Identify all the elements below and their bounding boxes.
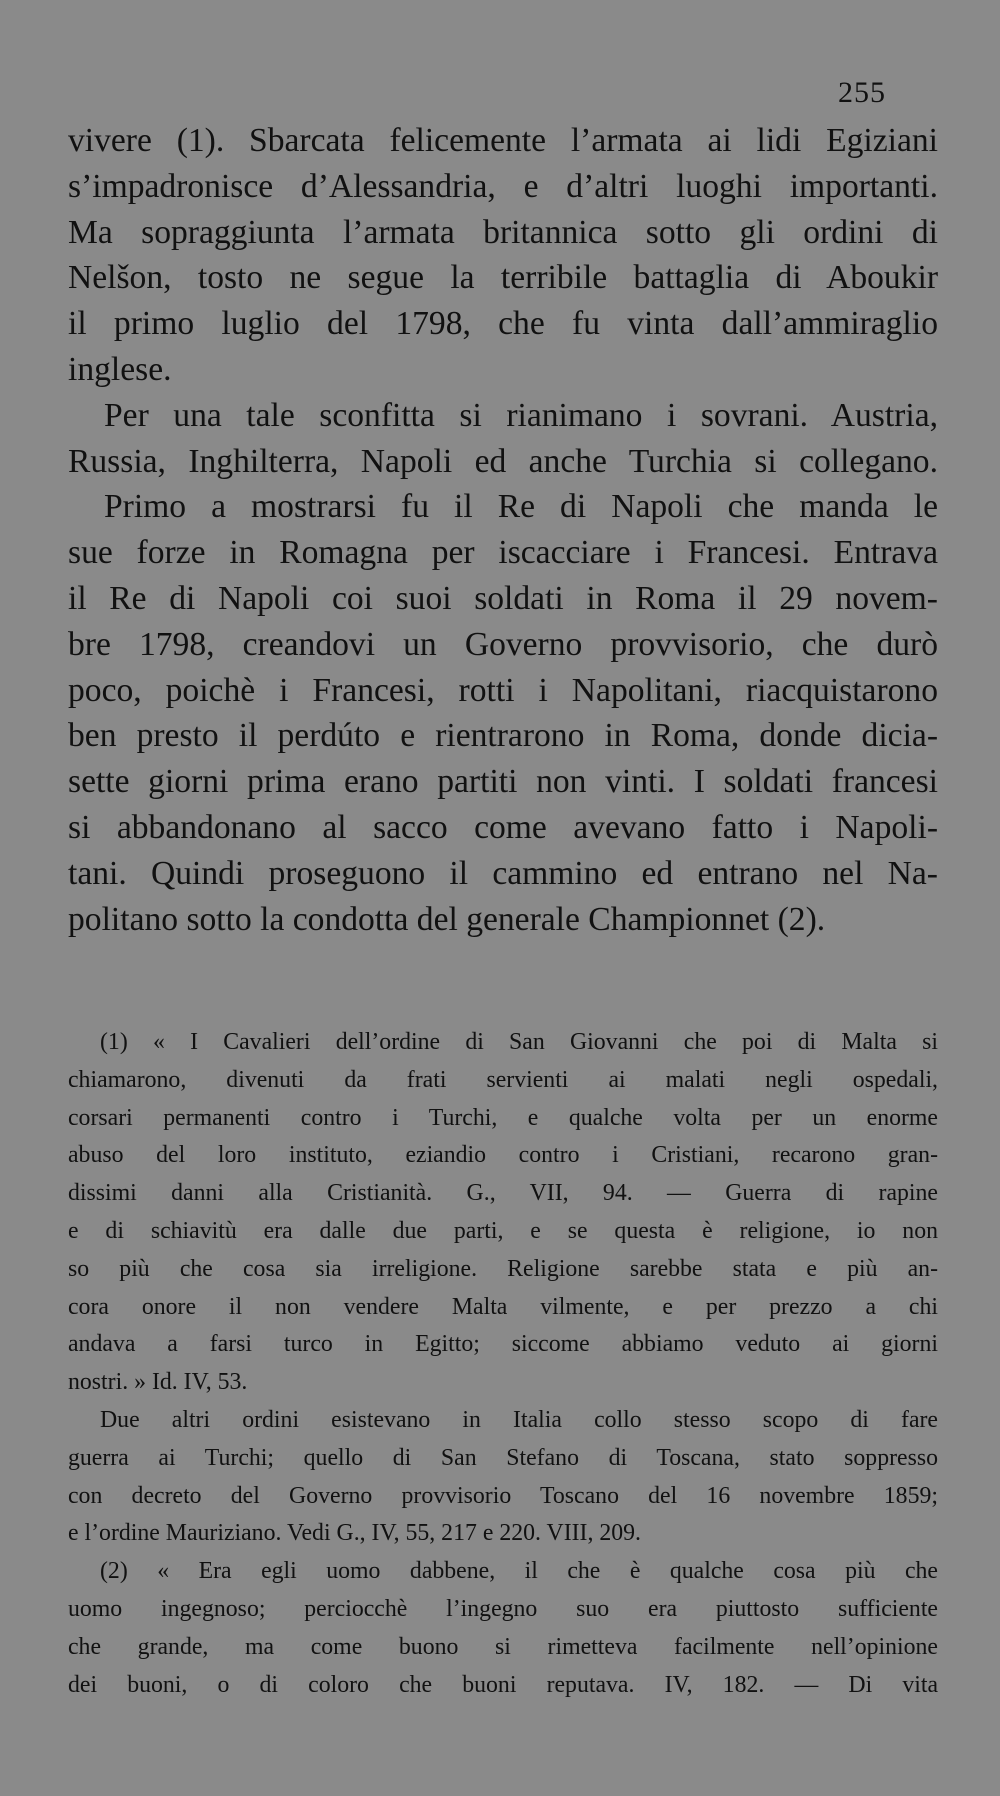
footnote-line: dei buoni, o di coloro che buoni reputava. IV, 182. — Di vita — [68, 1671, 938, 1698]
text-line: s’impadronisce d’Alessandria, e d’altri luoghi importanti. — [68, 167, 938, 205]
text-line: il primo luglio del 1798, che fu vinta dall’ammiraglio — [68, 305, 938, 343]
footnote-2 — [68, 1553, 938, 1704]
text-line: Russia, Inghilterra, Napoli ed anche Turchia si collegano. — [68, 442, 938, 480]
footnote-line: abuso del loro instituto, eziandio contro i Cristiani, recarono gran- — [68, 1142, 938, 1169]
footnote-line: (1) « I Cavalieri dell’ordine di San Giovanni che poi di Malta si — [100, 1029, 938, 1055]
text-line: sette giorni prima erano partiti non vinti. I soldati francesi — [68, 763, 938, 801]
text-line: inglese. — [68, 350, 172, 388]
text-line: ben presto il perdúto e rientrarono in Roma, donde dicia- — [68, 717, 938, 755]
footnote-line: andava a farsi turco in Egitto; siccome abbiamo veduto ai giorni — [68, 1331, 938, 1358]
text-line: poco, poichè i Francesi, rotti i Napolitani, riacquistarono — [68, 671, 938, 709]
footnote-line: che grande, ma come buono si rimetteva facilmente nell’opinione — [68, 1633, 938, 1660]
main-text — [68, 118, 938, 942]
footnote-line: nostri. » Id. IV, 53. — [68, 1369, 248, 1396]
text-line: Per una tale sconfitta si rianimano i sovrani. Austria, — [104, 396, 938, 434]
page-number: 255 — [838, 76, 886, 109]
text-line: tani. Quindi proseguono il cammino ed entrano nel Na- — [68, 854, 938, 892]
text-line: Nelšon, tosto ne segue la terribile battaglia di Aboukir — [68, 259, 938, 297]
text-line: bre 1798, creandovi un Governo provvisorio, che durò — [68, 625, 938, 663]
text-line: Primo a mostrarsi fu il Re di Napoli che manda le — [104, 488, 938, 526]
text-line: politano sotto la condotta del generale Championnet (2). — [68, 900, 826, 938]
footnote-line: guerra ai Turchi; quello di San Stefano di Toscana, stato soppresso — [68, 1444, 938, 1471]
footnote-line: dissimi danni alla Cristianità. G., VII, 94. — Guerra di rapine — [68, 1180, 938, 1207]
text-line: vivere (1). Sbarcata felicemente l’armata ai lidi Egiziani — [68, 122, 938, 159]
footnote-1-continuation — [68, 1402, 938, 1553]
text-line: si abbandonano al sacco come avevano fatto i Napoli- — [68, 808, 938, 846]
footnote-line: e di schiavitù era dalle due parti, e se questa è religione, io non — [68, 1217, 938, 1244]
footnote-line: con decreto del Governo provvisorio Toscano del 16 novembre 1859; — [68, 1482, 938, 1509]
footnote-line: e l’ordine Mauriziano. Vedi G., IV, 55, 217 e 220. VIII, 209. — [68, 1520, 642, 1547]
footnote-line: cora onore il non vendere Malta vilmente, e per prezzo a chi — [68, 1293, 938, 1320]
text-line: sue forze in Romagna per iscacciare i Francesi. Entrava — [68, 534, 938, 572]
footnote-line: uomo ingegnoso; perciocchè l’ingegno suo era piuttosto sufficiente — [68, 1595, 938, 1622]
text-line: Ma sopraggiunta l’armata britannica sotto gli ordini di — [68, 213, 938, 251]
footnote-line: chiamarono, divenuti da frati servienti ai malati negli ospedali, — [68, 1066, 938, 1093]
paragraph-2 — [68, 393, 938, 943]
footnote-line: so più che cosa sia irreligione. Religione sarebbe stata e più an- — [68, 1255, 938, 1282]
footnotes — [68, 1024, 938, 1704]
text-line: il Re di Napoli coi suoi soldati in Roma il 29 novem- — [68, 579, 938, 617]
footnote-1 — [68, 1024, 938, 1402]
footnote-line: Due altri ordini esistevano in Italia collo stesso scopo di fare — [100, 1406, 938, 1433]
footnote-line: corsari permanenti contro i Turchi, e qualche volta per un enorme — [68, 1104, 938, 1131]
paragraph-1 — [68, 118, 938, 393]
footnote-line: (2) « Era egli uomo dabbene, il che è qualche cosa più che — [100, 1558, 938, 1585]
